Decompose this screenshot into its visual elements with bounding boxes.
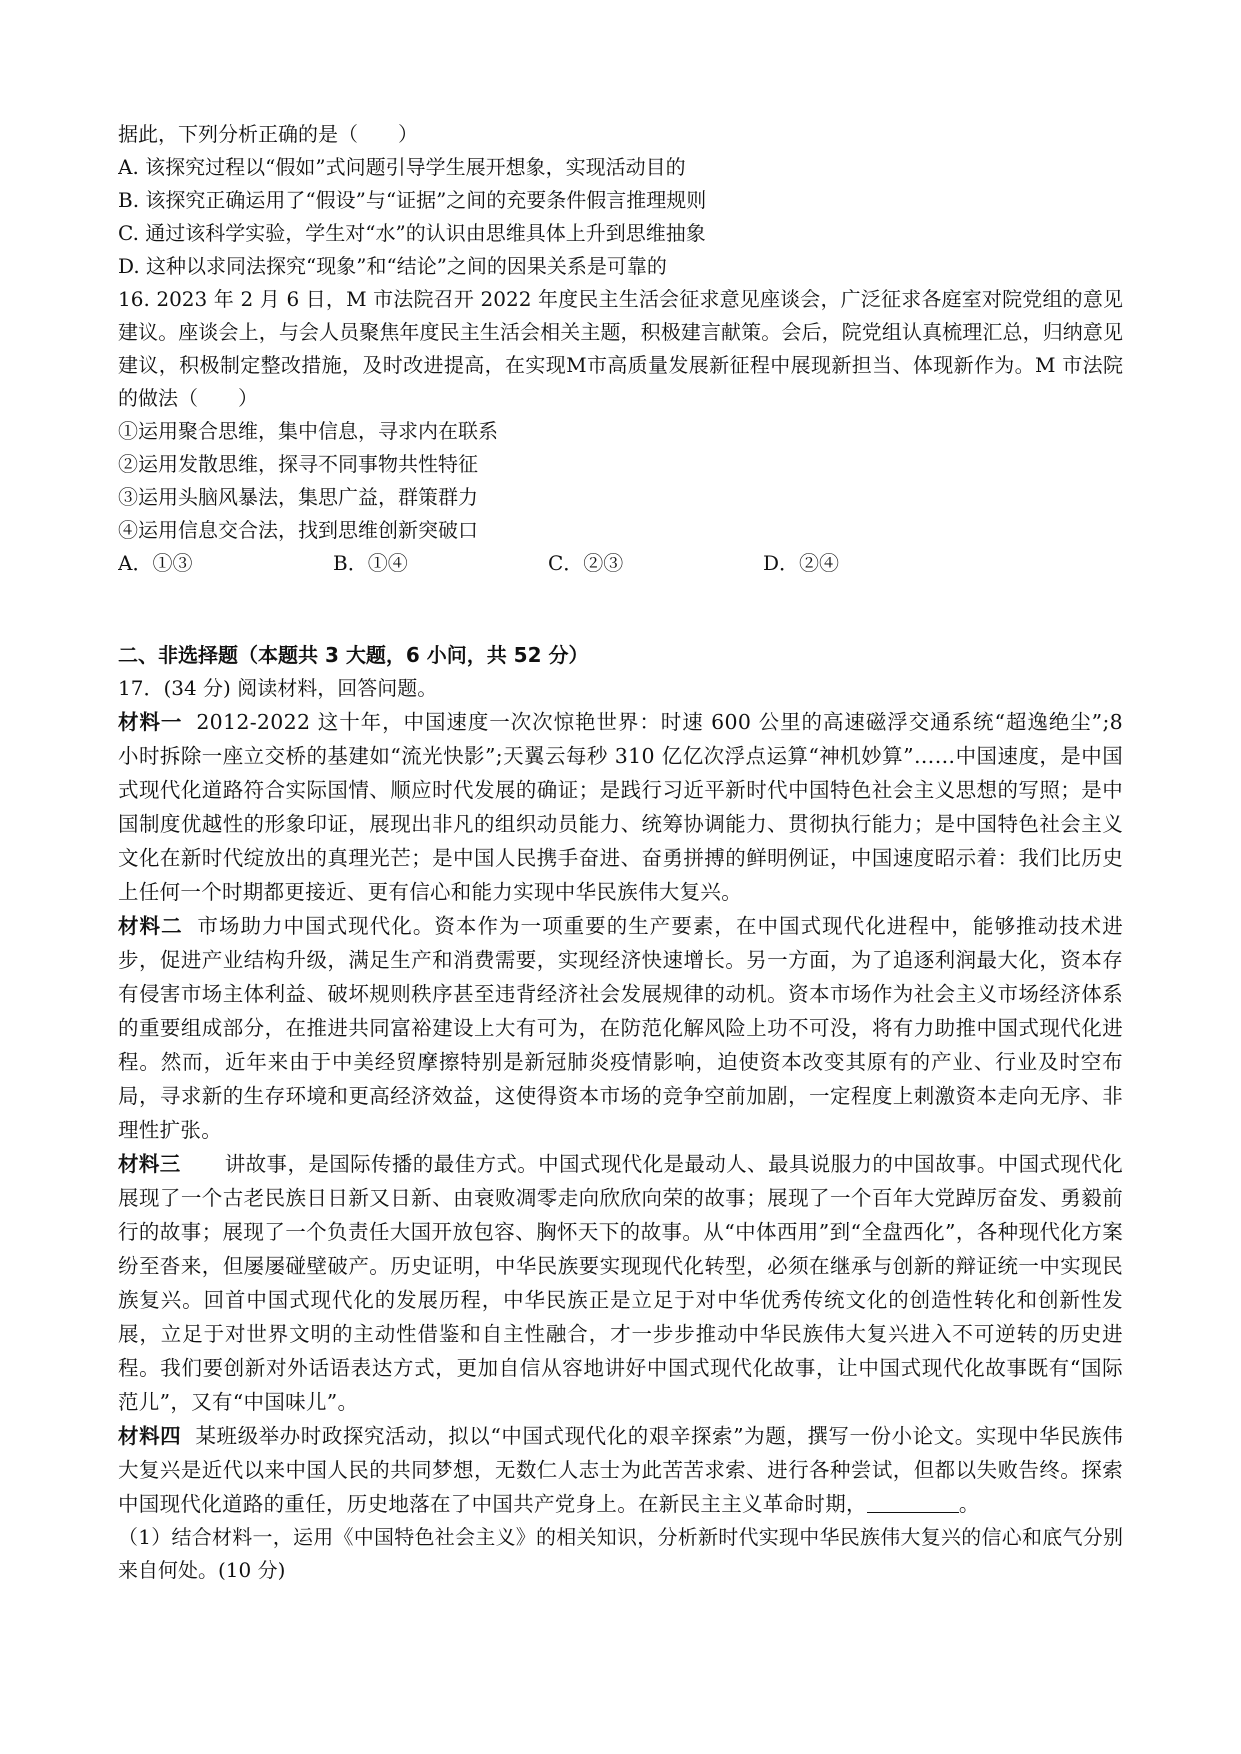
choice-c: C．②③ [548, 551, 624, 575]
option-d: D. 这种以求同法探究“现象”和“结论”之间的因果关系是可靠的 [118, 254, 667, 278]
question-stem: 16. 2023 年 2 月 6 日，M 市法院召开 2022 年度民主生活会征求意见座谈会，广泛征求各庭室对院党组的意见建议。座谈会上，与会人员聚焦年度民主生活会相关主题，积极建言献策。会后，院党组认真梳理汇总，归纳意见建议，积极制定整改措施，及时改进提高，在实现M市高质量发展新征程中展现新担当、体现新作为。M 市法院的做法（ ） [118, 287, 1123, 410]
material-one [118, 705, 1123, 909]
statement-item: ③运用头脑风暴法，集思广益，群策群力 [118, 485, 478, 509]
option-c: C. 通过该科学实验，学生对“水”的认识由思维具体上升到思维抽象 [118, 221, 706, 245]
choice-b: B．①④ [333, 551, 408, 575]
material-two [118, 909, 1123, 1147]
statement-item: ④运用信息交合法，找到思维创新突破口 [118, 518, 478, 542]
sub-question-1: （1）结合材料一，运用《中国特色社会主义》的相关知识，分析新时代实现中华民族伟大复兴的信心和底气分别来自何处。(10 分) [118, 1525, 1123, 1582]
material-label: 材料三 [118, 1152, 181, 1176]
material-four [118, 1419, 1123, 1521]
material-text: 讲故事，是国际传播的最佳方式。中国式现代化是最动人、最具说服力的中国故事。中国式现代化展现了一个古老民族日日新又日新、由衰败凋零走向欣欣向荣的故事；展现了一个百年大党踔厉奋发、勇毅前行的故事；展现了一个负责任大国开放包容、胸怀天下的故事。从“中体西用”到“全盘西化”，各种现代化方案纷至沓来，但屡屡碰壁破产。历史证明，中华民族要实现现代化转型，必须在继承与创新的辩证统一中实现民族复兴。回首中国式现代化的发展历程，中华民族正是立足于对中华优秀传统文化的创造性转化和创新性发展，立足于对世界文明的主动性借鉴和自主性融合，才一步步推动中华民族伟大复兴进入不可逆转的历史进程。我们要创新对外话语表达方式，更加自信从容地讲好中国式现代化故事，让中国式现代化故事既有“国际范儿”，又有“中国味儿”。 [118, 1152, 1123, 1414]
section-title: 二、非选择题（本题共 3 大题，6 小问，共 52 分） [118, 643, 589, 667]
material-text: 2012-2022 这十年，中国速度一次次惊艳世界：时速 600 公里的高速磁浮交通系统“超逸绝尘”;8 小时拆除一座立交桥的基建如“流光快影”;天翼云每秒 310 亿亿次浮点运算“神机妙算”……中国速度，是中国式现代化道路符合实际国情、顺应时代发展的确证；是践行习近平新时代中国特色社会主义思想的写照；是中国制度优越性的形象印证，展现出非凡的组织动员能力、统筹协调能力、贯彻执行能力；是中国特色社会主义文化在新时代绽放出的真理光芒；是中国人民携手奋进、奋勇拼搏的鲜明例证，中国速度昭示着：我们比历史上任何一个时期都更接近、更有信心和能力实现中华民族伟大复兴。 [118, 710, 1123, 904]
material-label: 材料一 [118, 710, 183, 734]
answer-blank [867, 1492, 959, 1513]
material-label: 材料二 [118, 914, 183, 938]
answer-choices [118, 547, 1123, 580]
statement-item: ①运用聚合思维，集中信息，寻求内在联系 [118, 419, 498, 443]
question-15-tail [118, 118, 1123, 283]
material-label: 材料四 [118, 1424, 182, 1448]
blank-tail: 。 [958, 1492, 980, 1516]
material-three [118, 1147, 1123, 1419]
material-text: 市场助力中国式现代化。资本作为一项重要的生产要素，在中国式现代化进程中，能够推动技术进步，促进产业结构升级，满足生产和消费需要，实现经济快速增长。另一方面，为了追逐利润最大化，资本存有侵害市场主体利益、破坏规则秩序甚至违背经济社会发展规律的动机。资本市场作为社会主义市场经济体系的重要组成部分，在推进共同富裕建设上大有可为，在防范化解风险上功不可没，将有力助推中国式现代化进程。然而，近年来由于中美经贸摩擦特别是新冠肺炎疫情影响，迫使资本改变其原有的产业、行业及时空布局，寻求新的生存环境和更高经济效益，这使得资本市场的竞争空前加剧，一定程度上刺激资本走向无序、非理性扩张。 [118, 914, 1123, 1142]
section-two [118, 639, 1123, 1587]
choice-d: D．②④ [763, 551, 840, 575]
option-b: B. 该探究正确运用了“假设”与“证据”之间的充要条件假言推理规则 [118, 188, 707, 212]
question-16 [118, 283, 1123, 580]
statement-item: ②运用发散思维，探寻不同事物共性特征 [118, 452, 478, 476]
choice-a: A．①③ [118, 551, 193, 575]
question-17-intro: 17．(34 分) 阅读材料，回答问题。 [118, 676, 438, 700]
option-a: A. 该探究过程以“假如”式问题引导学生展开想象，实现活动目的 [118, 155, 686, 179]
material-text: 某班级举办时政探究活动，拟以“中国式现代化的艰辛探索”为题，撰写一份小论文。实现中华民族伟大复兴是近代以来中国人民的共同梦想，无数仁人志士为此苦苦求索、进行各种尝试，但都以失败告终。探索中国现代化道路的重任，历史地落在了中国共产党身上。在新民主主义革命时期， [118, 1424, 1123, 1516]
question-stem: 据此，下列分析正确的是（ ） [118, 122, 418, 146]
